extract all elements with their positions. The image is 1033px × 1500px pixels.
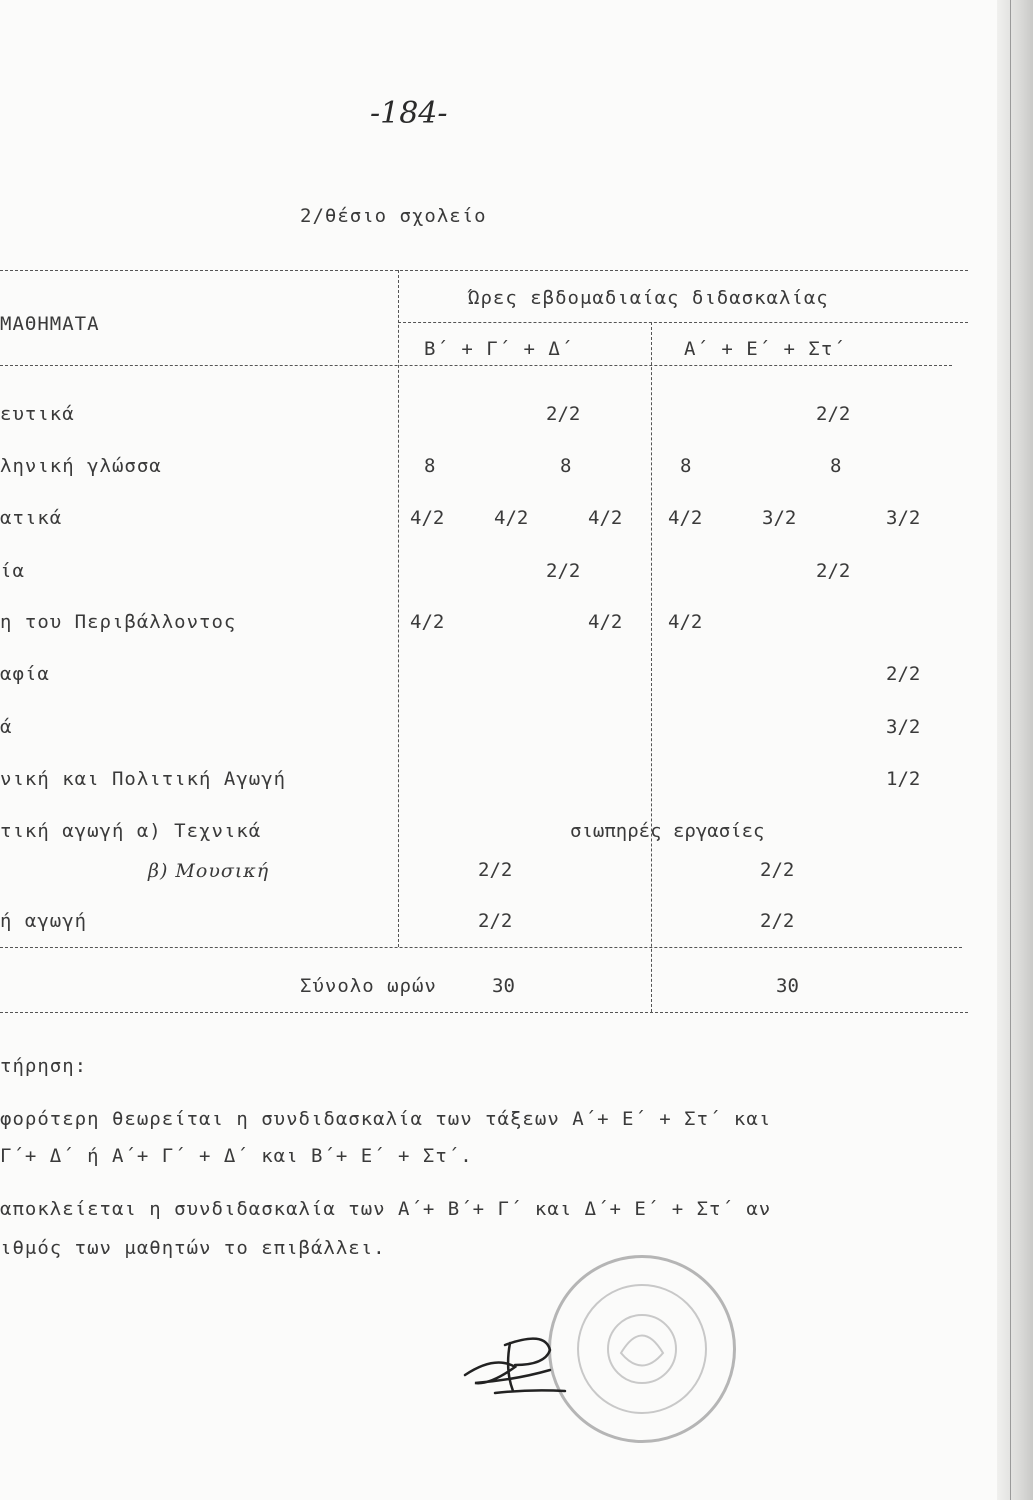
group2-header: Α΄ + Ε΄ + Στ΄ — [684, 338, 846, 360]
notes-heading: τήρηση: — [0, 1055, 88, 1077]
hours-cell: 2/2 — [816, 403, 851, 425]
hours-cell: 2/2 — [816, 560, 851, 582]
header-bottom-border — [0, 365, 952, 366]
hours-cell: 3/2 — [886, 716, 921, 738]
hours-cell: 4/2 — [588, 507, 623, 529]
subject-label: ά — [0, 716, 13, 738]
hours-cell: 4/2 — [668, 611, 703, 633]
subject-label: νική και Πολιτική Αγωγή — [0, 768, 287, 790]
table-top-border — [0, 270, 968, 271]
total-group1: 30 — [492, 975, 515, 997]
subject-label: ληνική γλώσσα — [0, 455, 162, 477]
hours-cell: 2/2 — [546, 560, 581, 582]
silent-works-span: σιωπηρές εργασίες — [570, 820, 765, 842]
total-top-border — [0, 947, 962, 948]
signature — [455, 1325, 595, 1400]
subject-label: ία — [0, 560, 25, 582]
total-label: Σύνολο ωρών — [300, 975, 437, 997]
notes-line: Γ΄+ Δ΄ ή Α΄+ Γ΄ + Δ΄ και Β΄+ Ε΄ + Στ΄. — [0, 1145, 473, 1167]
hours-cell: 4/2 — [668, 507, 703, 529]
hours-cell: 2/2 — [546, 403, 581, 425]
subject-column-divider — [398, 270, 399, 947]
hours-cell: 8 — [830, 455, 842, 477]
hours-cell: 8 — [680, 455, 692, 477]
hours-cell: 4/2 — [410, 611, 445, 633]
subject-label: τική αγωγή α) Τεχνικά — [0, 820, 262, 842]
hours-cell: 3/2 — [762, 507, 797, 529]
hours-cell: 3/2 — [886, 507, 921, 529]
hours-cell: 2/2 — [886, 663, 921, 685]
subject-label: β) Μουσική — [148, 860, 270, 882]
group1-header: Β΄ + Γ΄ + Δ΄ — [424, 338, 574, 360]
notes-line: ιθμός των μαθητών το επιβάλλει. — [0, 1237, 386, 1259]
hours-cell: 1/2 — [886, 768, 921, 790]
subject-label: η του Περιβάλλοντος — [0, 611, 237, 633]
page-edge-line — [1010, 0, 1011, 1500]
page-edge — [997, 0, 1033, 1500]
total-group2: 30 — [776, 975, 799, 997]
hours-cell: 2/2 — [478, 859, 513, 881]
notes-line: αποκλείεται η συνδιδασκαλία των Α΄+ Β΄+ Γ΄ και Δ΄+ Ε΄ + Στ΄ αν — [0, 1198, 772, 1220]
hours-cell: 8 — [424, 455, 436, 477]
page-number: -184- — [370, 96, 448, 131]
subject-label: ευτικά — [0, 403, 75, 425]
subject-label: ατικά — [0, 507, 63, 529]
table-bottom-border — [0, 1012, 968, 1013]
notes-line: φορότερη θεωρείται η συνδιδασκαλία των τάξεων Α΄+ Ε΄ + Στ΄ και — [0, 1108, 772, 1130]
hours-cell: 2/2 — [760, 910, 795, 932]
hours-cell: 2/2 — [478, 910, 513, 932]
hours-cell: 4/2 — [410, 507, 445, 529]
hours-header: Ώρες εβδομαδιαίας διδασκαλίας — [468, 287, 829, 309]
hours-cell: 4/2 — [588, 611, 623, 633]
hours-cell: 2/2 — [760, 859, 795, 881]
subject-label: ή αγωγή — [0, 910, 88, 932]
school-type-title: 2/θέσιο σχολείο — [300, 205, 487, 227]
hours-cell: 8 — [560, 455, 572, 477]
group-column-divider — [651, 322, 652, 1012]
header-divider — [398, 322, 968, 323]
subject-header: ΜΑΘΗΜΑΤΑ — [0, 313, 100, 335]
subject-label: αφία — [0, 663, 50, 685]
hours-cell: 4/2 — [494, 507, 529, 529]
